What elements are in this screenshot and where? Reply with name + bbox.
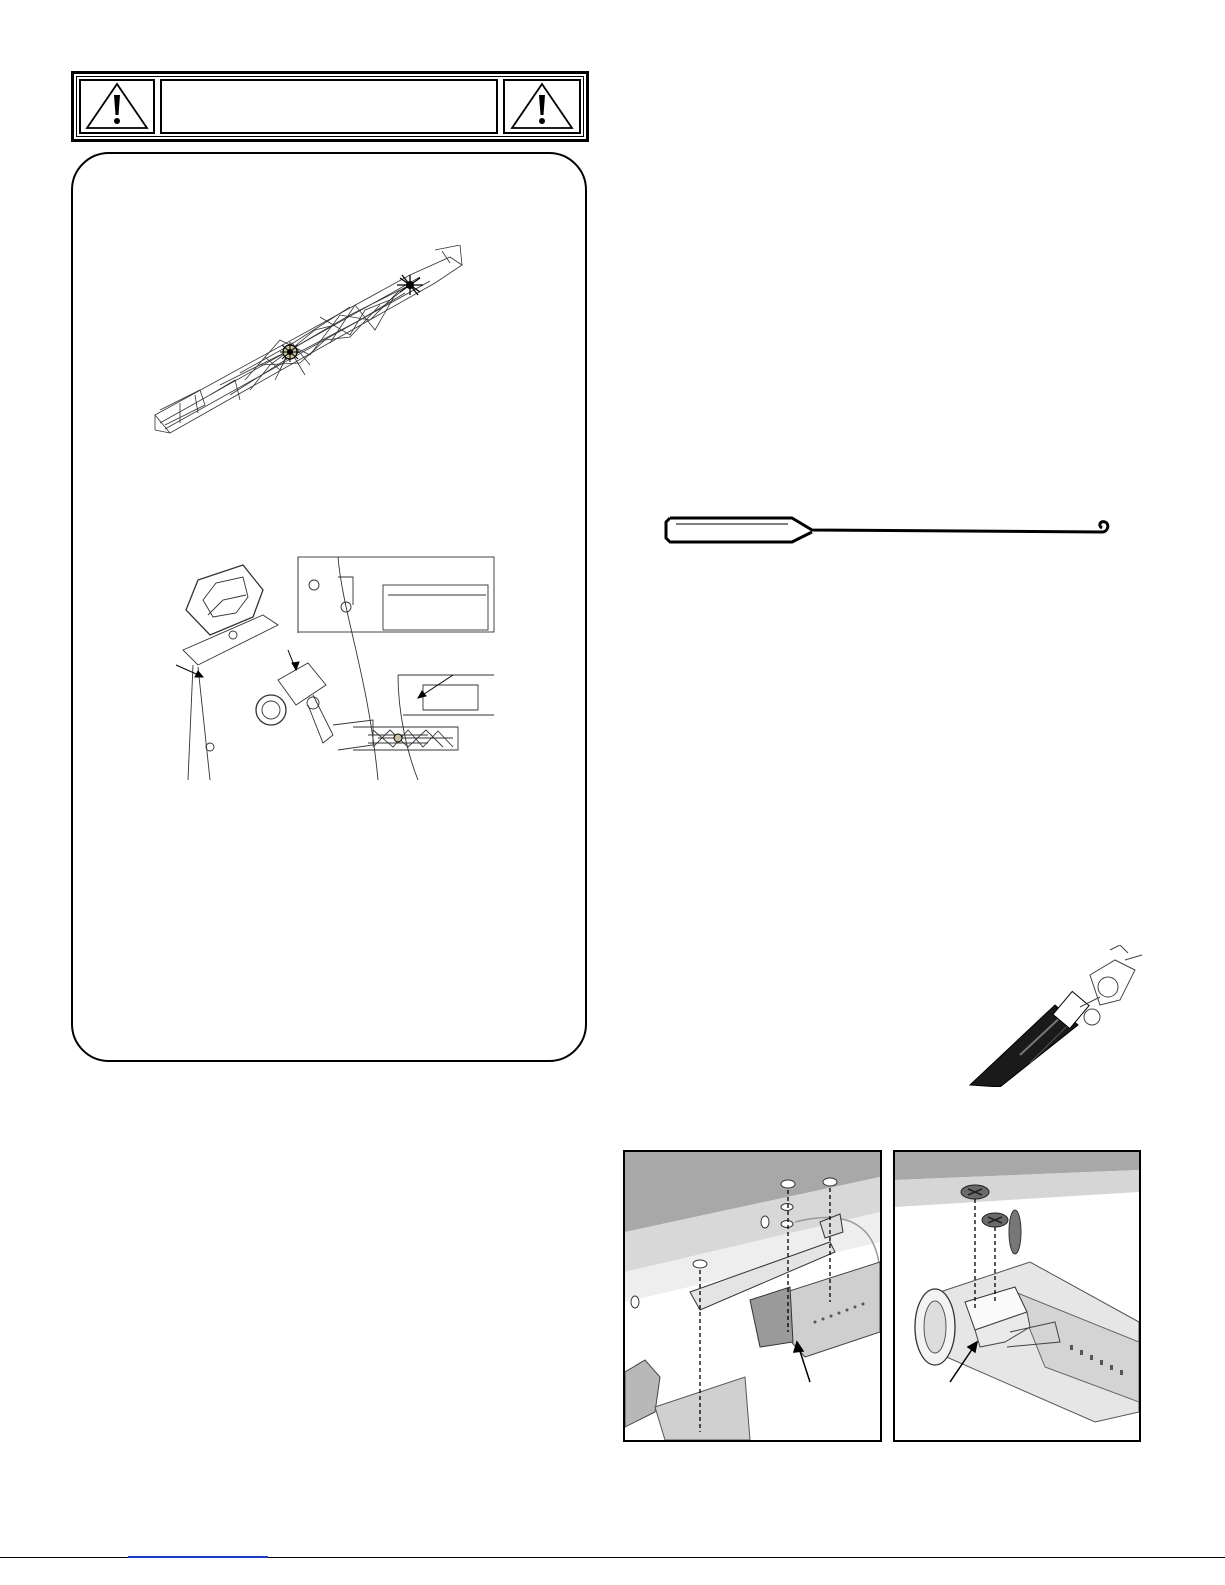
burner-mounting-screws-illustration bbox=[625, 1152, 880, 1440]
venturi-cleaning-tool-illustration bbox=[662, 510, 1117, 548]
spider-web-burner-illustration bbox=[150, 245, 470, 440]
warning-title bbox=[160, 79, 498, 134]
warning-triangle-icon bbox=[505, 81, 579, 132]
burner-mount-panel-right bbox=[893, 1150, 1141, 1442]
burner-tube-brush-illustration bbox=[960, 945, 1145, 1087]
burner-tube-screws-illustration bbox=[895, 1152, 1139, 1440]
burner-mount-panel-left bbox=[623, 1150, 882, 1442]
warning-triangle-icon bbox=[81, 81, 153, 132]
footer-link-underline[interactable] bbox=[128, 1556, 268, 1558]
warning-right-icon-cell bbox=[503, 79, 581, 134]
warning-left-icon-cell bbox=[79, 79, 155, 134]
burner-valve-assembly-illustration bbox=[168, 555, 496, 780]
